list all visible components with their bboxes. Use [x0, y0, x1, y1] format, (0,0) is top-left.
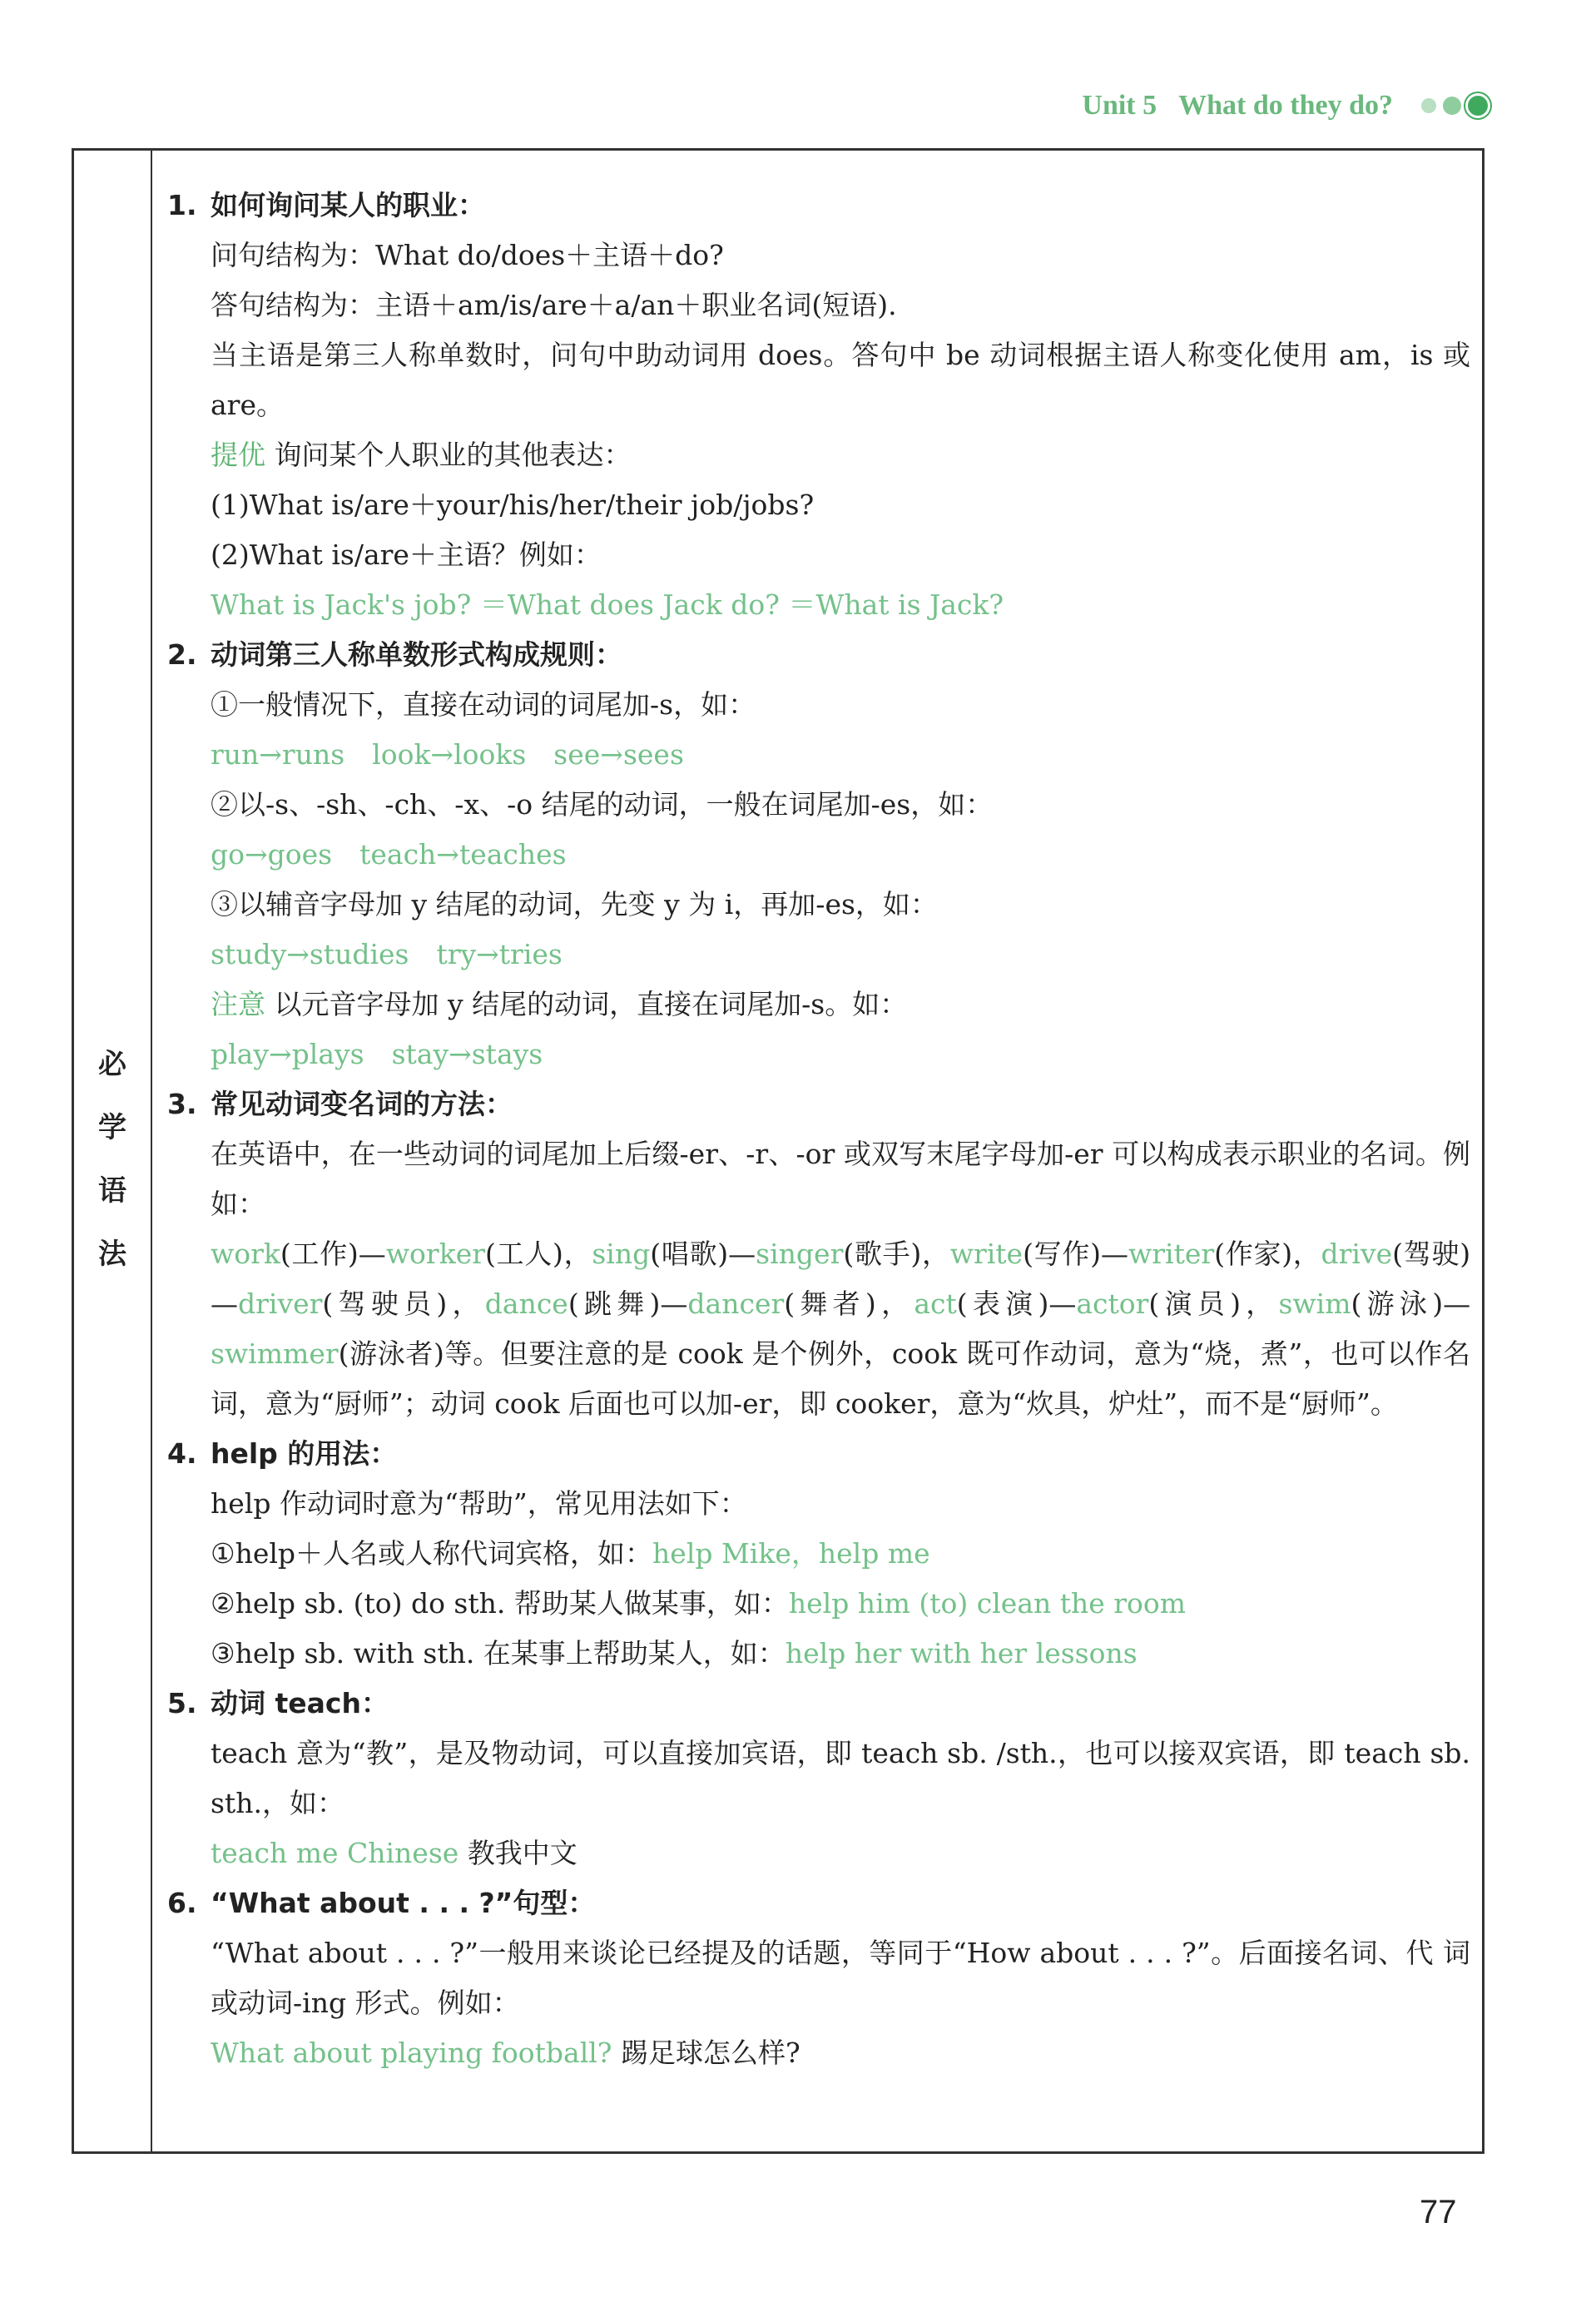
dot-icon	[1468, 96, 1488, 116]
example-text: teach me Chinese	[211, 1837, 459, 1869]
section-2: 2. 动词第三人称单数形式构成规则： ①一般情况下，直接在动词的词尾加-s，如： run→runs look→looks see→sees ②以-s、-sh、-ch、-x、-o 结尾的动词，一般在词尾加-es，如： go→goes teach→teaches ③以辅音字母加 y 结尾的动词，先变 y 为 i，再加-es，如： study→studies try→tries 注意 以元音字母加 y 结尾的动词，直接在词尾加-s。如： play→plays stay→stays	[167, 630, 1470, 1079]
section-6: 6. “What about . . . ?”句型： “What about . . . ?”一般用来谈论已经提及的话题，等同于“How about . . . ?”。后面接名词、代 词或动词-ing 形式。例如： What about playing football? 踢足球怎么样?	[167, 1887, 1470, 2069]
grammar-content	[167, 181, 1470, 2078]
example-text: run→runs look→looks see→sees	[211, 738, 684, 771]
example-text: play→plays stay→stays	[211, 1038, 543, 1070]
section-4: 4. help 的用法： help 作动词时意为“帮助”，常见用法如下： ①help＋人名或人称代词宾格，如：help Mike，help me ②help sb. (to) do sth. 帮助某人做某事，如：help him (to) clean the room ③help sb. with sth. 在某事上帮助某人，如：help her with her lessons	[167, 1437, 1187, 1670]
example-text: study→studies try→tries	[211, 938, 563, 970]
page-header	[1082, 90, 1488, 122]
tip-label: 提优	[211, 439, 265, 471]
section-3: 3. 常见动词变名词的方法： 在英语中，在一些动词的词尾加上后缀-er、-r、-or 或双写末尾字母加-er 可以构成表示职业的名词。例如： work(工作)—worker(工人)，sing(唱歌)—singer(歌手)，write(写作)—writer(作家)，drive(驾驶)—driver(驾驶员)，dance(跳舞)—dancer(舞者)，act(表演)—actor(演员)，swim(游泳)—swimmer(游泳者)等。但要注意的是 cook 是个例外，cook 既可作动词，意为“烧，煮”，也可以作名词，意为“厨师”；动词 cook 后面也可以加-er，即 cooker，意为“炊具，炉灶”，而不是“厨师”。	[167, 1079, 1470, 1429]
example-text: go→goes teach→teaches	[211, 838, 567, 871]
unit-label: Unit 5	[1082, 90, 1157, 121]
example-text: help her with her lessons	[785, 1637, 1138, 1670]
page-number: 77	[1420, 2194, 1457, 2230]
grammar-box	[72, 148, 1484, 2154]
sidebar	[74, 151, 152, 2151]
noun-examples: work(工作)—worker(工人)，sing(唱歌)—singer(歌手)，write(写作)—writer(作家)，drive(驾驶)—driver(驾驶员)，dance(跳舞)—dancer(舞者)，act(表演)—actor(演员)，swim(游泳)—swimmer(游泳者)等。但要注意的是 cook 是个例外，cook 既可作动词，意为“烧，煮”，也可以作名词，意为“厨师”；动词 cook 后面也可以加-er，即 cooker，意为“炊具，炉灶”，而不是“厨师”。	[211, 1238, 1471, 1420]
sidebar-label: 必 学 语 法	[98, 1048, 126, 1271]
example-text: help him (to) clean the room	[788, 1587, 1187, 1620]
unit-title: What do they do?	[1178, 90, 1393, 121]
example-text: help Mike，help me	[652, 1537, 930, 1570]
section-1: 1. 如何询问某人的职业： 问句结构为：What do/does＋主语＋do? 答句结构为：主语＋am/is/are＋a/an＋职业名词(短语). 当主语是第三人称单数时，问句中助动词用 does。答句中 be 动词根据主语人称变化使用 am，is 或 are。 提优 询问某个人职业的其他表达： (1)What is/are＋your/his/her/their job/jobs? (2)What is/are＋主语？例如： What is Jack's job? ＝What does Jack do? ＝What is Jack?	[167, 181, 1470, 630]
note-label: 注意	[211, 988, 265, 1020]
example-text: What is Jack's job? ＝What does Jack do? ＝What is Jack?	[211, 588, 1004, 621]
dot-icon	[1443, 97, 1461, 115]
section-5: 5. 动词 teach： teach 意为“教”，是及物动词，可以直接加宾语，即 teach sb. /sth.，也可以接双宾语，即 teach sb. sth.，如： teach me Chinese 教我中文	[167, 1687, 1470, 1869]
decorative-dots	[1421, 96, 1488, 116]
example-text: What about playing football?	[211, 2037, 612, 2069]
dot-icon	[1421, 98, 1436, 113]
